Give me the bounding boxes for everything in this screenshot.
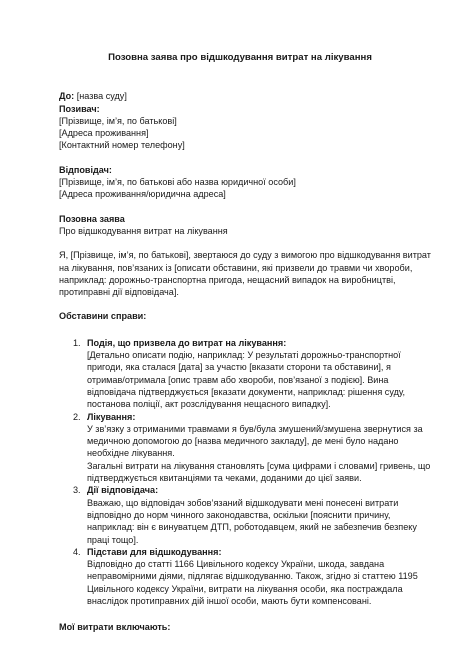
item-line: внаслідок протиправних дій іншої особи, мають бути компенсовані. [87, 595, 372, 606]
circumstances-list [59, 337, 431, 608]
defendant-address: [Адреса проживання/юридична адреса] [59, 189, 226, 200]
item-line: Загальні витрати на лікування становлять [сума цифрами і словами] гривень, що [87, 460, 431, 471]
court-value: [назва суду] [74, 91, 127, 102]
document-page [59, 52, 431, 634]
item-line: Цивільного кодексу України, витрати на лікування особи, яка постраждала [87, 583, 403, 594]
defendant-name: [Прізвище, ім’я, по батькові або назва юридичної особи] [59, 177, 296, 188]
defendant-label: Відповідач: [59, 164, 112, 175]
item-line: відповідно до норм чинного законодавства, оскільки [пояснити причину, [87, 509, 391, 520]
item-line: неправомірними діями, підлягає відшкодуванню. Також, згідно зі статтею 1195 [87, 571, 418, 582]
claim-label: Позовна заява [59, 213, 125, 224]
item-line: підтверджується квитанціями та чеками, доданими до цієї заяви. [87, 473, 362, 484]
court-line [59, 90, 421, 102]
list-item [59, 411, 431, 485]
item-number: 2. [73, 411, 81, 422]
court-label: До: [59, 91, 75, 102]
circumstances-heading: Обставини справи: [59, 311, 147, 322]
claim-subject: Про відшкодування витрат на лікування [59, 225, 228, 236]
plaintiff-name: [Прізвище, ім’я, по батькові] [59, 115, 177, 126]
item-title: Подія, що призвела до витрат на лікування: [87, 337, 287, 348]
claim-block [59, 213, 421, 238]
plaintiff-label: Позивач: [59, 103, 100, 114]
item-title: Дії відповідача: [87, 485, 159, 496]
item-line: постанова поліції, акт розслідування нещасного випадку]. [87, 399, 331, 410]
item-line: отримав/отримала [опис травм або хвороби, пов’язаної з подією]. Вина [87, 374, 389, 385]
item-number: 1. [73, 337, 81, 348]
list-item [59, 546, 421, 607]
plaintiff-address: [Адреса проживання] [59, 128, 149, 139]
item-line: праці тощо]. [87, 534, 139, 545]
plaintiff-phone: [Контактний номер телефону] [59, 140, 185, 151]
intro-line: протиправні дії відповідача]. [59, 287, 179, 298]
item-line: Відповідно до статті 1166 Цивільного кодексу України, шкода, завдана [87, 559, 385, 570]
item-title: Підстави для відшкодування: [87, 546, 222, 557]
item-line: У зв’язку з отриманими травмами я був/була змушений/змушена звернутися за [87, 423, 423, 434]
document-title: Позовна заява про відшкодування витрат на лікування [108, 52, 372, 63]
item-line: відповідача підтверджується [вказати документи, наприклад: рішення суду, [87, 386, 406, 397]
item-number: 3. [73, 485, 81, 496]
item-line: Вважаю, що відповідач зобов’язаний відшкодувати мені понесені витрати [87, 497, 399, 508]
intro-line: Я, [Прізвище, ім’я, по батькові], звертаюся до суду з вимогою про відшкодування витрат [59, 250, 431, 261]
item-line: наприклад: він є винуватцем ДТП, роботодавцем, який не забезпечив безпеку [87, 522, 417, 533]
intro-line: наприклад: дорожньо-транспортна пригода, нещасний випадок на виробництві, [59, 274, 396, 285]
defendant-block [59, 164, 421, 201]
court-block [59, 90, 421, 151]
item-line: [Детально описати подію, наприклад: У результаті дорожньо-транспортної [87, 350, 401, 361]
intro-line: на лікування, пов’язаних із [описати обставини, які призвели до травми чи хвороби, [59, 262, 413, 273]
item-line: пригоди, яка сталася [дата] за участю [вказати сторони та обставини], я [87, 362, 391, 373]
expenses-heading: Мої витрати включають: [59, 622, 171, 633]
item-line: необхідне лікування. [87, 448, 175, 459]
item-title: Лікування: [87, 411, 136, 422]
item-number: 4. [73, 546, 81, 557]
intro-paragraph [59, 249, 431, 298]
list-item [59, 337, 421, 411]
list-item [59, 484, 421, 545]
item-line: медичною допомогою до [назва медичного закладу], де мені було надано [87, 436, 399, 447]
